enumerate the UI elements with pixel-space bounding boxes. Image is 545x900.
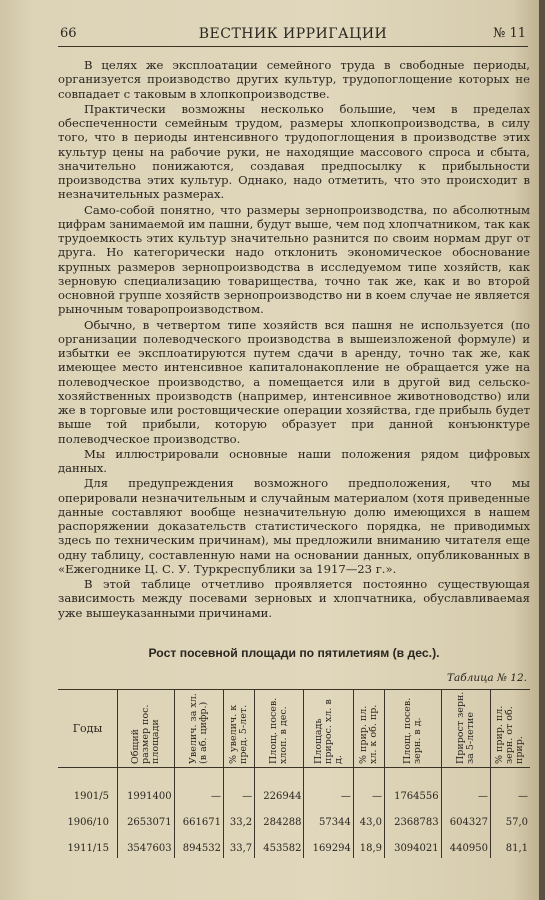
paragraph: В целях же эксплоатации семейного труда в свободные периоды, организуется производство других культур, трудопоглощение которых не совпадает с таковым в хлопкопроизводстве. — [58, 58, 530, 101]
table-cell: 453582 — [255, 832, 304, 858]
table-cell: 1906/10 — [67, 817, 109, 828]
table-row — [58, 768, 530, 807]
table-header-row — [58, 690, 530, 768]
table-cell: 81,1 — [490, 832, 530, 858]
column-header: Увелич. за хл. (в аб. цифр.) — [174, 690, 223, 768]
column-header: Годы — [58, 690, 117, 768]
table-cell: 1764556 — [385, 768, 442, 807]
table-cell: — — [174, 768, 223, 807]
column-header: Прирост зерн. за 5-летие — [441, 690, 490, 768]
column-header: Площ. посев. зерн. в д. — [385, 690, 442, 768]
table-cell: 33,7 — [223, 832, 254, 858]
table-cell: — — [490, 768, 530, 807]
page-edge-shadow — [539, 0, 545, 900]
table-cell: 661671 — [174, 806, 223, 832]
paragraph: Мы иллюстрировали основные наши положения рядом цифровых данных. — [58, 446, 530, 475]
table-cell: 894532 — [174, 832, 223, 858]
running-head — [58, 26, 528, 46]
table-cell: 169294 — [304, 832, 353, 858]
table-cell: 1991400 — [117, 768, 174, 807]
table-cell: 3547603 — [117, 832, 174, 858]
journal-title: ВЕСТНИК ИРРИГАЦИИ — [198, 26, 388, 42]
table-number: Таблица № 12. — [446, 672, 527, 684]
column-header: % прир. пл. хл. к об. пр. — [353, 690, 384, 768]
paragraph: Для предупреждения возможного предположения, что мы оперировали незначительным и случайным материалом (хотя приведенные данные составляют вообще незначительную долю имеющихся в нашем распоряжении доказательств статистического порядка, не приводимых здесь по техническим причинам), мы предложили вниманию читателя еще одну таблицу, составленную нами на основании данных, опубликованных в «Ежегоднике Ц. С. У. Туркреспублики за 1917—23 г.». — [58, 476, 530, 576]
table-cell: — — [304, 768, 353, 807]
column-header: Общий размер пос. площади — [117, 690, 174, 768]
table-cell: 226944 — [255, 768, 304, 807]
table-row — [58, 806, 530, 832]
paragraph: Само-собой понятно, что размеры зернопроизводства, по абсолютным цифрам занимаемой им пашни, будут выше, чем под хлопчатником, так как трудоемкость этих культур значительно разнится по своим нормам друг от друга. Но категорически надо отклонить экономическое обоснование крупных размеров зернопроизводства в исследуемом типе хозяйств, как зерновую специализацию товарищества, точно так же, как и во второй основной группе хозяйств зернопроизводство ни в коем случае не является рыночным товаропроизводством. — [58, 202, 530, 317]
paragraph: В этой таблице отчетливо проявляется постоянно существующая зависимость между посевами зерновых и хлопчатника, обуславливаемая уже вышеуказанными причинами. — [58, 577, 530, 620]
table-cell: — — [441, 768, 490, 807]
paragraph: Обычно, в четвертом типе хозяйств вся пашня не используется (по организации полеводческого производства в вышеизложеной формуле) и избытки ее эксплоатируются путем сдачи в аренду, точно так же, как имеющее место интенсивное капиталонакопление не обращается уже на полеводческое производство, а помещается или в другой вид сельско-хозяйственных производств (например, интенсивное животноводство) или же в торговые или ростовщические операции хозяйства, где прибыль будет выше той прибыли, которую образует при данной конъюнктуре полеводческое производство. — [58, 317, 530, 446]
issue-number: № 11 — [493, 26, 526, 41]
table-cell: 2368783 — [385, 806, 442, 832]
page-number: 66 — [60, 26, 77, 41]
table-cell: 57,0 — [490, 806, 530, 832]
column-header: Площадь прирос. хл. в д. — [304, 690, 353, 768]
table-cell: — — [353, 768, 384, 807]
table-cell: 1911/15 — [67, 843, 109, 854]
table-cell: 33,2 — [223, 806, 254, 832]
column-header: % прир. пл. зерн. от об. прир. — [490, 690, 530, 768]
table-cell: 284288 — [255, 806, 304, 832]
table-caption: Рост посевной площади по пятилетиям (в дес.). — [148, 646, 440, 660]
header-rule — [58, 46, 528, 47]
table-cell: 18,9 — [353, 832, 384, 858]
table-cell: 440950 — [441, 832, 490, 858]
paragraph: Практически возможны несколько большие, чем в пределах обеспеченности семейным трудом, размеры хлопкопроизводства, в силу того, что в периоды интенсивного трудопоглощения в производстве этих культур цены на рабочие руки, не находящие массового спроса и сбыта, значительно понижаются, создавая предпосылку к прибыльности производства этих культур. Однако, надо отметить, что это происходит в незначительных размерах. — [58, 101, 530, 202]
column-header: Площ. посев. хлоп. в дес. — [255, 690, 304, 768]
column-header: % увелич. к пред. 5-лет. — [223, 690, 254, 768]
table-cell: — — [223, 768, 254, 807]
body-text — [58, 58, 530, 621]
table-cell: 3094021 — [385, 832, 442, 858]
table-cell: 604327 — [441, 806, 490, 832]
table-cell: 43,0 — [353, 806, 384, 832]
table-cell: 2653071 — [117, 806, 174, 832]
table-cell: 1901/5 — [73, 791, 109, 802]
data-table — [58, 689, 530, 858]
table-cell: 57344 — [304, 806, 353, 832]
table-row — [58, 832, 530, 858]
